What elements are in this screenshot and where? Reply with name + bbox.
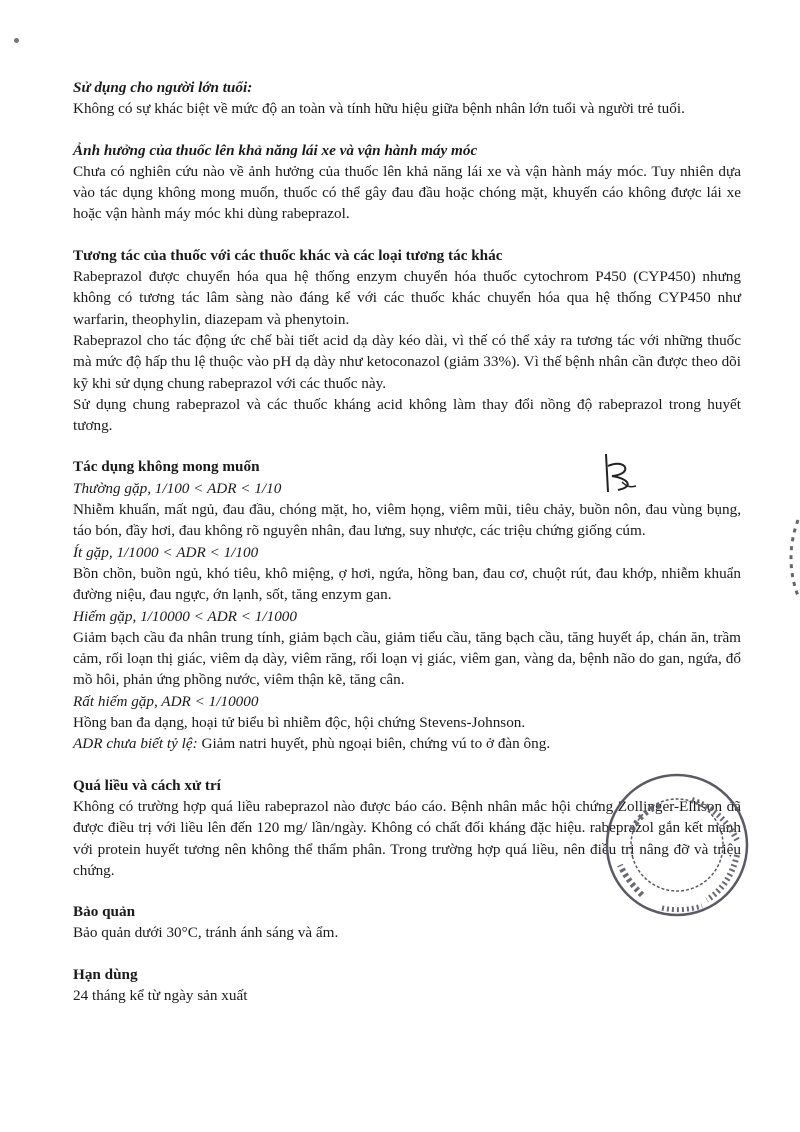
section-heading: Ảnh hưởng của thuốc lên khả năng lái xe và vận hành máy móc — [73, 141, 478, 159]
signature-mark — [596, 452, 644, 500]
section-heading: Sử dụng cho người lớn tuổi: — [73, 79, 253, 96]
paragraph: Không có sự khác biệt về mức độ an toàn và tính hữu hiệu giữa bệnh nhân lớn tuổi và người trẻ tuổi. — [73, 100, 685, 118]
section-side-effects — [73, 456, 741, 754]
section-shelf-life — [73, 964, 741, 1007]
edge-stamp-fragment — [778, 518, 800, 598]
frequency-label: Thường gặp, 1/100 < ADR < 1/10 — [73, 479, 282, 497]
paragraph-unknown-frequency — [73, 733, 741, 754]
paragraph: 24 tháng kể từ ngày sản xuất — [73, 986, 248, 1004]
paragraph: Nhiễm khuẩn, mất ngủ, đau đầu, chóng mặt, ho, viêm họng, viêm mũi, tiêu chảy, buồn nôn, đau vùng bụng, táo bón, đầy hơi, đau không rõ nguyên nhân, đau lưng, suy nhược, các triệu chứng giống cúm. — [73, 501, 741, 540]
paragraph: Bồn chồn, buồn ngủ, khó tiêu, khô miệng, ợ hơi, ngứa, hồng ban, đau cơ, chuột rút, đau khớp, nhiễm khuẩn đường niệu, đau ngực, ớn lạnh, sốt, tăng enzym gan. — [73, 564, 741, 604]
paragraph: Không có trường hợp quá liều rabeprazol nào được báo cáo. Bệnh nhân mắc hội chứng Zollinger-Ellison đã được điều trị với liều lên đến 120 mg/ lần/ngày. Không có chất đối kháng đặc hiệu. rabeprazol gắn kết mạnh với protein huyết tương nên không thể thẩm phân. Trong trường hợp quá liều, nên điều trị nâng đỡ và triệu chứng. — [73, 797, 741, 879]
paragraph: Sử dụng chung rabeprazol và các thuốc kháng acid không làm thay đổi nồng độ rabeprazol trong huyết tương. — [73, 395, 741, 435]
company-seal — [602, 770, 752, 920]
paragraph-text: Giảm natri huyết, phù ngoại biên, chứng vú to ở đàn ông. — [197, 735, 551, 753]
section-heading: Hạn dùng — [73, 965, 138, 983]
paragraph: Giảm bạch cầu đa nhân trung tính, giảm bạch cầu, giảm tiểu cầu, tăng bạch cầu, tăng huyết áp, chán ăn, trầm cảm, rối loạn thị giác, viêm dạ dày, viêm răng, rối loạn vị giác, viêm gan, vàng da, bệnh não do gan, ngứa, đổ mồ hôi, phản ứng phồng nước, viêm thận kẽ, tăng cân. — [73, 628, 741, 689]
frequency-label: Ít gặp, 1/1000 < ADR < 1/100 — [73, 543, 259, 561]
section-interactions — [73, 245, 741, 437]
section-heading: Tương tác của thuốc với các thuốc khác và các loại tương tác khác — [73, 246, 503, 264]
paragraph: Chưa có nghiên cứu nào về ảnh hưởng của thuốc lên khả năng lái xe và vận hành máy móc. Tuy nhiên dựa vào tác dụng không mong muốn, thuốc có thể gây đau đầu hoặc chóng mặt, khuyến cáo không được lái xe hoặc vận hành máy móc khi dùng rabeprazol. — [73, 162, 741, 223]
section-heading: Tác dụng không mong muốn — [73, 458, 260, 476]
frequency-label: Hiếm gặp, 1/10000 < ADR < 1/1000 — [73, 607, 297, 625]
section-heading: Quá liều và cách xử trí — [73, 776, 221, 794]
frequency-label: Rất hiếm gặp, ADR < 1/10000 — [73, 692, 259, 710]
section-driving — [73, 140, 741, 225]
frequency-label: ADR chưa biết tỷ lệ: — [73, 735, 198, 753]
paragraph: Bảo quản dưới 30°C, tránh ánh sáng và ẩm. — [73, 924, 339, 942]
section-elderly — [73, 77, 741, 120]
section-heading: Bảo quản — [73, 903, 136, 921]
scan-speck — [14, 38, 19, 43]
paragraph: Rabeprazol được chuyển hóa qua hệ thống enzym chuyển hóa thuốc cytochrom P450 (CYP450) nhưng không có tương tác lâm sàng nào đáng kể với các thuốc khác chuyển hóa qua hệ thống CYP450 như warfarin, theophylin, diazepam và phenytoin. — [73, 268, 741, 328]
paragraph: Hồng ban đa dạng, hoại tử biểu bì nhiễm độc, hội chứng Stevens-Johnson. — [73, 714, 526, 732]
paragraph: Rabeprazol cho tác động ức chế bài tiết acid dạ dày kéo dài, vì thế có thể xảy ra tương tác với những thuốc mà mức độ hấp thu lệ thuộc vào pH dạ dày như ketoconazol (giảm 33%). Vì thế bệnh nhân cần được theo dõi kỹ khi sử dụng chung rabeprazol với các thuốc này. — [73, 331, 741, 392]
